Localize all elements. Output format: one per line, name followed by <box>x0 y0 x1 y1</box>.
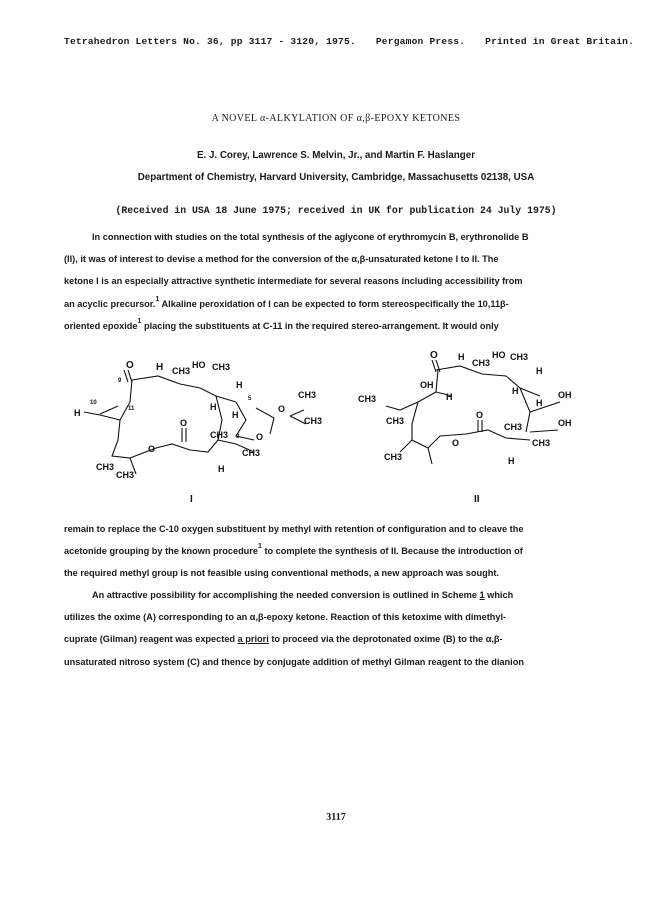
atom-CH3: CH3 <box>96 462 115 472</box>
atom-CH3: CH3 <box>212 362 231 372</box>
bond-path <box>428 448 432 464</box>
atom-CH3: CH3 <box>358 394 377 404</box>
text-segment: to proceed via the deprotonated oxime (B) to the α,β- <box>268 634 503 645</box>
bond-path <box>412 402 428 448</box>
atom-locant: 9 <box>118 378 122 384</box>
reference-1[interactable]: 1 <box>155 295 160 303</box>
carbonyl-bond <box>124 370 128 382</box>
a-priori-emphasis: a priori <box>237 634 269 645</box>
atom-CH3: CH3 <box>298 390 317 400</box>
atom-H: H <box>508 456 515 466</box>
article-title: A NOVEL α-ALKYLATION OF α,β-EPOXY KETONES <box>211 113 461 124</box>
scheme-1-link[interactable]: 1 <box>479 590 485 600</box>
bond-path <box>256 408 274 434</box>
atom-H: CH3 <box>386 416 405 426</box>
running-header <box>64 36 635 47</box>
text-segment: which <box>484 590 514 600</box>
atom-CH3: CH3 <box>510 352 529 362</box>
carbonyl-bond <box>432 360 436 372</box>
text-segment: to complete the synthesis of II. Because the introduction of <box>261 546 523 557</box>
atom-O: O <box>180 418 188 428</box>
atom-O: O <box>148 444 156 454</box>
atom-CH3: CH3 <box>242 448 261 458</box>
text-line <box>64 315 612 337</box>
atom-O: O <box>430 350 438 361</box>
structure-I-bonds <box>84 370 306 474</box>
structure-II-bonds <box>386 360 560 464</box>
text-line: (II), it was of interest to devise a method for the conversion of the α,β-unsaturated ketone I to II. The <box>64 254 499 265</box>
bond-path <box>428 430 530 448</box>
text-line: unsaturated nitroso system (C) and thence by conjugate addition of methyl Gilman reagent to the dianion <box>64 656 524 667</box>
bond-path <box>530 430 558 432</box>
text-segment: acetonide grouping by the known procedure <box>64 546 258 557</box>
atom-O: O <box>476 410 484 420</box>
atom-CH3: CH3 <box>532 438 551 448</box>
atom-locant: 3 <box>236 434 240 440</box>
printed-note: Printed in Great Britain. <box>485 36 635 47</box>
bond-path <box>112 420 130 458</box>
page-number: 3117 <box>326 812 346 823</box>
atom-CH3: CH3 <box>304 416 323 426</box>
atom-CH3: CH3 <box>472 358 491 368</box>
atom-H: H <box>210 402 217 412</box>
text-line <box>64 628 612 650</box>
text-line: remain to replace the C-10 oxygen substituent by methyl with retention of configuration and to cleave the <box>64 524 524 534</box>
text-line <box>64 584 612 606</box>
structure-figure <box>60 340 620 510</box>
received-dates: (Received in USA 18 June 1975; received in UK for publication 24 July 1975) <box>115 205 557 216</box>
atom-H: H <box>536 366 543 376</box>
text-segment: An attractive possibility for accomplishing the needed conversion is outlined in Scheme <box>92 590 480 600</box>
atom-H: H <box>512 386 519 396</box>
text-line: In connection with studies on the total synthesis of the aglycone of erythromycin B, erythronolide B <box>92 232 529 242</box>
atom-locant: 11 <box>128 406 135 412</box>
atom-O: O <box>126 360 134 371</box>
atom-CH3: CH3 <box>172 366 191 376</box>
atom-H: H <box>218 464 225 474</box>
atom-O: O <box>256 432 264 442</box>
atom-O: O <box>278 404 286 414</box>
affiliation: Department of Chemistry, Harvard University, Cambridge, Massachusetts 02138, USA <box>137 172 535 183</box>
reference-1[interactable]: 1 <box>257 543 262 551</box>
reference-1[interactable]: 1 <box>137 317 142 325</box>
atom-locant: 5 <box>248 396 252 402</box>
text-segment: an acyclic precursor. <box>64 298 156 309</box>
atom-HO: HO <box>192 360 206 370</box>
text-line <box>64 540 612 562</box>
atom-H: H <box>232 410 239 420</box>
atom-H: H <box>446 392 453 402</box>
chemical-structures <box>60 340 620 510</box>
double-bond <box>100 406 118 414</box>
text-segment: placing the substituents at C-11 in the required stereo-arrangement. It would only <box>141 320 499 331</box>
publisher: Pergamon Press. <box>375 36 466 47</box>
atom-H: H <box>74 408 81 418</box>
structure-label-II: II <box>474 494 480 505</box>
atom-CH3: CH3 <box>210 430 229 440</box>
bond-path <box>530 402 560 412</box>
atom-H: H <box>458 352 465 362</box>
carbonyl-bond <box>128 370 132 382</box>
paragraph-approach <box>64 584 612 673</box>
atom-OH: OH <box>558 390 572 400</box>
text-segment: oriented epoxide <box>64 320 138 331</box>
text-line: the required methyl group is not feasible using conventional methods, a new approach was sought. <box>64 568 499 579</box>
author-list: E. J. Corey, Lawrence S. Melvin, Jr., and Martin F. Haslanger <box>196 150 476 161</box>
journal-citation: Tetrahedron Letters No. 36, pp 3117 - 3120, 1975. <box>64 36 356 47</box>
bond-path <box>132 376 236 402</box>
text-segment: cuprate (Gilman) reagent was expected <box>64 634 238 645</box>
atom-CH3: CH3 <box>116 470 135 480</box>
paragraph-continuation <box>64 518 612 585</box>
bond-path <box>400 440 412 452</box>
paragraph-intro <box>64 226 612 337</box>
atom-H: H <box>536 398 543 408</box>
atom-HO: HO <box>492 350 506 360</box>
atom-H: H <box>156 362 164 373</box>
text-line <box>64 293 612 315</box>
bond-path <box>386 370 438 410</box>
atom-OH: OH <box>420 380 434 390</box>
text-line: ketone I is an especially attractive synthetic intermediate for several reasons including accessibility from <box>64 276 523 287</box>
text-segment: Alkaline peroxidation of I can be expected to form stereospecifically the 10,11β- <box>159 298 509 309</box>
atom-CH3: CH3 <box>384 452 403 462</box>
atom-locant: 10 <box>90 400 97 406</box>
structure-label-I: I <box>190 494 193 505</box>
text-line: utilizes the oxime (A) corresponding to an α,β-epoxy ketone. Reaction of this ketoxime with dimethyl- <box>64 612 507 623</box>
atom-OH: OH <box>558 418 572 428</box>
atom-CH3: CH3 <box>504 422 523 432</box>
atom-O: O <box>452 438 460 448</box>
atom-H: H <box>236 380 243 390</box>
bond <box>290 410 304 416</box>
